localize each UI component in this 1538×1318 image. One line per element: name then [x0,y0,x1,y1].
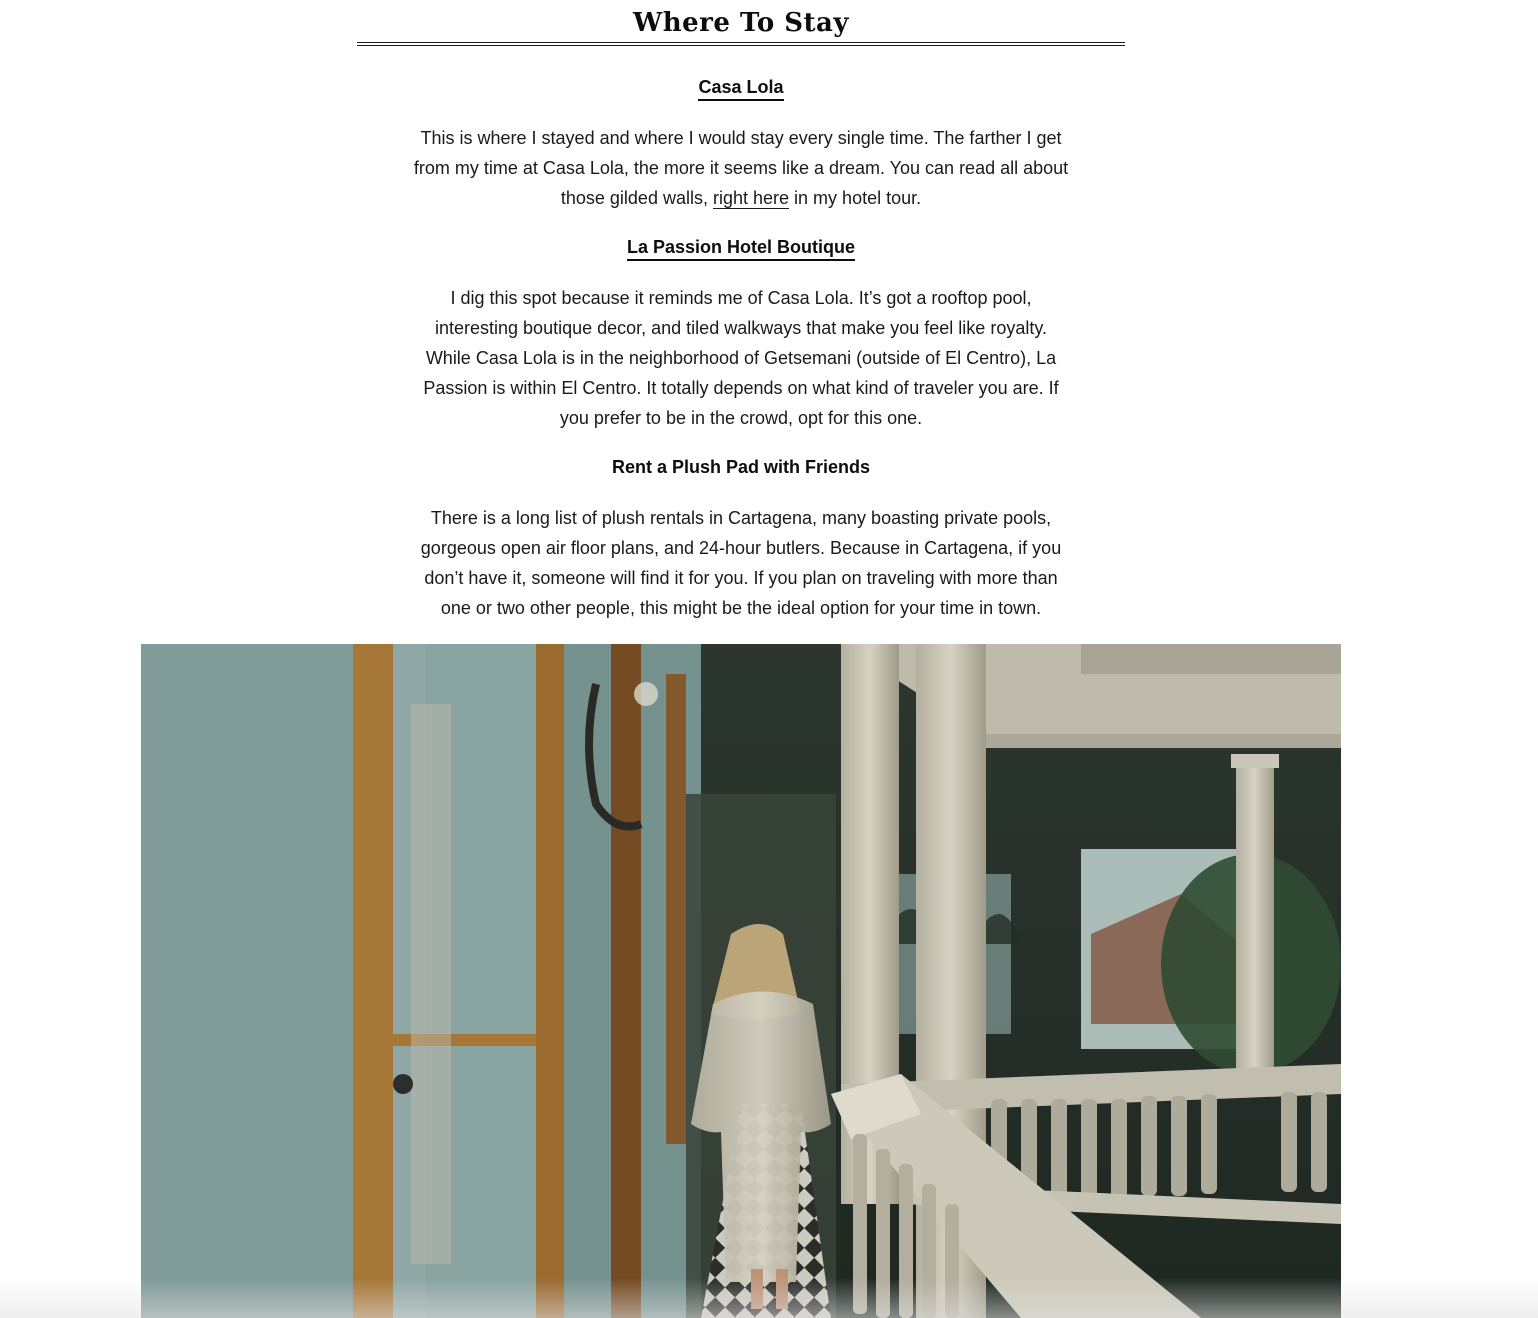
section-header [357,0,1125,48]
hotel-heading-casa-lola [357,74,1125,101]
hotel-heading-plush-pad [357,454,1125,480]
hotel-corridor-photo [141,644,1341,1318]
photo-illustration [141,644,1341,1318]
title-rule-top [357,42,1125,43]
hotel-description-plush-pad: There is a long list of plush rentals in Cartagena, many boasting private pools, gorgeous open air floor plans, and 24-hour butlers. Because in Cartagena, if you don’t have it, someone will find it for you. If you plan on traveling with more than one or two other people, this might be the ideal option for your time in town. [420,508,1062,618]
la-passion-link[interactable]: La Passion Hotel Boutique [627,236,855,261]
casa-lola-text-before: This is where I stayed and where I would stay every single time. The farther I get from my time at Casa Lola, the more it seems like a dream. You can read all about those gilded walls, [413,128,1069,208]
casa-lola-link[interactable]: Casa Lola [698,76,783,101]
title-rule-bottom [357,45,1125,46]
section-title: Where To Stay [633,8,849,38]
plush-pad-heading-text: Rent a Plush Pad with Friends [611,457,871,477]
hotel-description-la-passion: I dig this spot because it reminds me of Casa Lola. It’s got a rooftop pool, interesting boutique decor, and tiled walkways that make you feel like royalty. While Casa Lola is in the neighborhood of Getsemani (outside of El Centro), La Passion is within El Centro. It totally depends on what kind of traveler you are. If you prefer to be in the crowd, opt for this one. [423,288,1059,428]
casa-lola-text-after: in my hotel tour. [794,188,922,208]
hotel-description-casa-lola [412,123,1070,213]
hotel-heading-la-passion [357,234,1125,261]
hotel-tour-link[interactable]: right here [712,188,790,208]
